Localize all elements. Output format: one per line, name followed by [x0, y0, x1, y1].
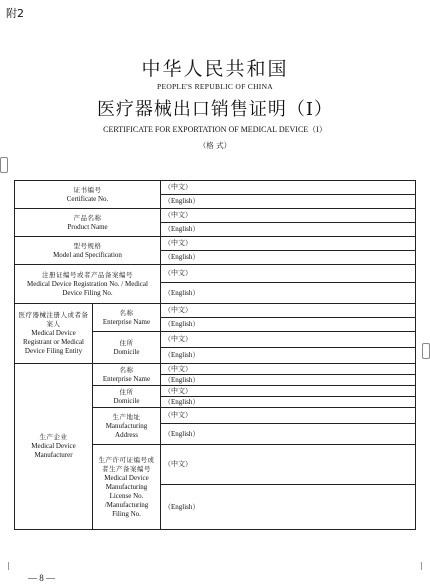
model-label: 型号规格 Model and Specification [15, 237, 161, 265]
registrant-domicile-cn-field[interactable]: （中文） [161, 332, 416, 348]
crop-mark-bottom-right [413, 562, 422, 570]
cert-no-en-field[interactable]: （English） [161, 195, 416, 209]
country-name-cn: 中华人民共和国 [141, 58, 289, 80]
manufacturer-name-label: 名称 Enterprise Name [93, 364, 161, 386]
manufacturing-license-label: 生产许可证编号或者生产备案编号 Medical Device Manufacturing License No. /Manufacturing Filing No. [93, 445, 161, 530]
product-name-cn-field[interactable]: （中文） [161, 209, 416, 223]
manufacturer-name-cn-field[interactable]: （中文） [161, 364, 416, 375]
registration-no-cn-field[interactable]: （中文） [161, 265, 416, 283]
registrant-domicile-label: 住所 Domicile [93, 332, 161, 364]
manufacturing-license-en-field[interactable]: （English） [161, 485, 416, 530]
cert-no-cn-field[interactable]: （中文） [161, 181, 416, 195]
certificate-title-cn: 医疗器械出口销售证明（I） [96, 99, 334, 120]
manufacturing-address-cn-field[interactable]: （中文） [161, 408, 416, 424]
manufacturer-domicile-label: 住所 Domicile [93, 386, 161, 408]
manufacturing-address-en-field[interactable]: （English） [161, 424, 416, 445]
registrant-domicile-en-field[interactable]: （English） [161, 348, 416, 364]
product-name-label: 产品名称 Product Name [15, 209, 161, 237]
crop-mark-bottom-left [8, 562, 17, 570]
page-number: — 8 — [28, 573, 55, 583]
manufacturer-domicile-cn-field[interactable]: （中文） [161, 386, 416, 397]
registrant-name-label: 名称 Enterprise Name [93, 304, 161, 332]
registration-no-label: 注册证编号或者产品备案编号 Medical Device Registration No. / Medical Device Filing No. [15, 265, 161, 304]
country-name-en: PEOPLE'S REPUBLIC OF CHINA [156, 82, 274, 91]
registrant-label: 医疗器械注册人或者备案人 Medical Device Registrant or Medical Device Filing Entity [15, 304, 93, 364]
registrant-name-en-field[interactable]: （English） [161, 318, 416, 332]
registrant-name-cn-field[interactable]: （中文） [161, 304, 416, 318]
right-margin-handle[interactable] [422, 343, 430, 359]
manufacturing-address-label: 生产地址 Manufacturing Address [93, 408, 161, 445]
manufacturing-license-cn-field[interactable]: （中文） [161, 445, 416, 485]
format-note: （格 式） [198, 141, 232, 150]
certificate-title-en: CERTIFICATE FOR EXPORTATION OF MEDICAL DEVICE（I） [103, 125, 327, 134]
cert-no-label: 证书编号 Certificate No. [15, 181, 161, 209]
manufacturer-domicile-en-field[interactable]: （English） [161, 397, 416, 408]
product-name-en-field[interactable]: （English） [161, 223, 416, 237]
certificate-table [14, 180, 416, 530]
left-margin-handle[interactable] [0, 157, 8, 173]
model-cn-field[interactable]: （中文） [161, 237, 416, 251]
manufacturer-name-en-field[interactable]: （English） [161, 375, 416, 386]
model-en-field[interactable]: （English） [161, 251, 416, 265]
registration-no-en-field[interactable]: （English） [161, 283, 416, 304]
manufacturer-label: 生产企业 Medical Device Manufacturer [15, 364, 93, 530]
appendix-label: 附2 [6, 7, 24, 20]
